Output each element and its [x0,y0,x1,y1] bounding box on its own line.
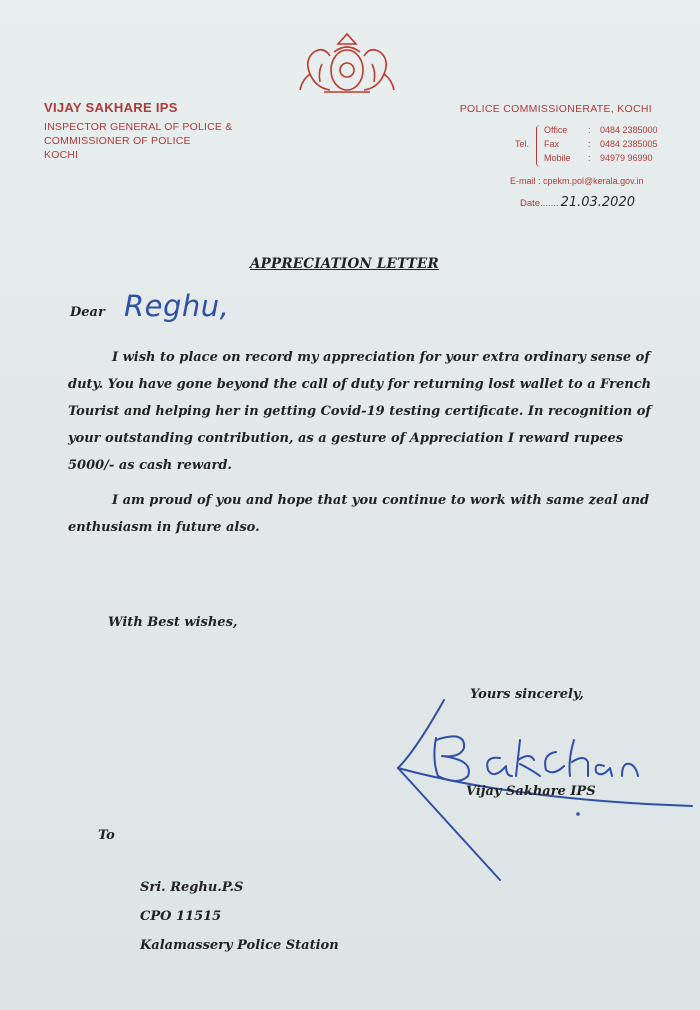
best-wishes: With Best wishes, [108,615,238,630]
contact-office: Office : 0484 2385000 [544,125,658,135]
office-email: E-mail : cpekm.pol@kerala.gov.in [510,176,644,186]
contact-mobile: Mobile : 94979 96990 [544,153,653,163]
salutation: Dear [70,305,105,320]
to-label: To [98,828,115,843]
designation-line-2: COMMISSIONER OF POLICE [44,135,191,147]
tel-label: Tel. [515,139,530,149]
address-line-3: Kalamassery Police Station [140,938,339,953]
letter-title: APPRECIATION LETTER [250,256,439,272]
state-emblem-icon [294,30,400,98]
handwritten-recipient: Reghu, [124,289,230,323]
date-value: 21.03.2020 [560,195,635,210]
contact-brace [536,125,543,167]
officer-name: VIJAY SAKHARE IPS [44,100,178,115]
letter-body [68,344,668,549]
office-name: POLICE COMMISSIONERATE, KOCHI [459,103,652,115]
officer-block [44,100,232,162]
closing-line: Yours sincerely, [470,687,584,702]
contact-block [430,125,660,169]
body-paragraph-1: I wish to place on record my appreciation for your extra ordinary sense of duty. You have gone beyond the call of duty for returning lost wallet to a French Tourist and helping her in getting Covid-19 testing certificate. In recognition of your outstanding contribution, as a gesture of Appreciation I reward rupees 5000/- as cash reward. [68,350,652,473]
office-block [430,103,660,210]
office-city: KOCHI [44,149,79,161]
recipient-address [140,873,339,960]
letter-date: Date....... 21.03.2020 [520,195,635,210]
signatory-name: Vijay Sakhare IPS [466,784,596,799]
body-paragraph-2: I am proud of you and hope that you continue to work with same zeal and enthusiasm in future also. [68,493,650,535]
designation-line-1: INSPECTOR GENERAL OF POLICE & [44,121,233,133]
address-line-1: Sri. Reghu.P.S [140,880,244,895]
contact-fax: Fax : 0484 2385005 [544,139,658,149]
address-line-2: CPO 11515 [140,909,222,924]
